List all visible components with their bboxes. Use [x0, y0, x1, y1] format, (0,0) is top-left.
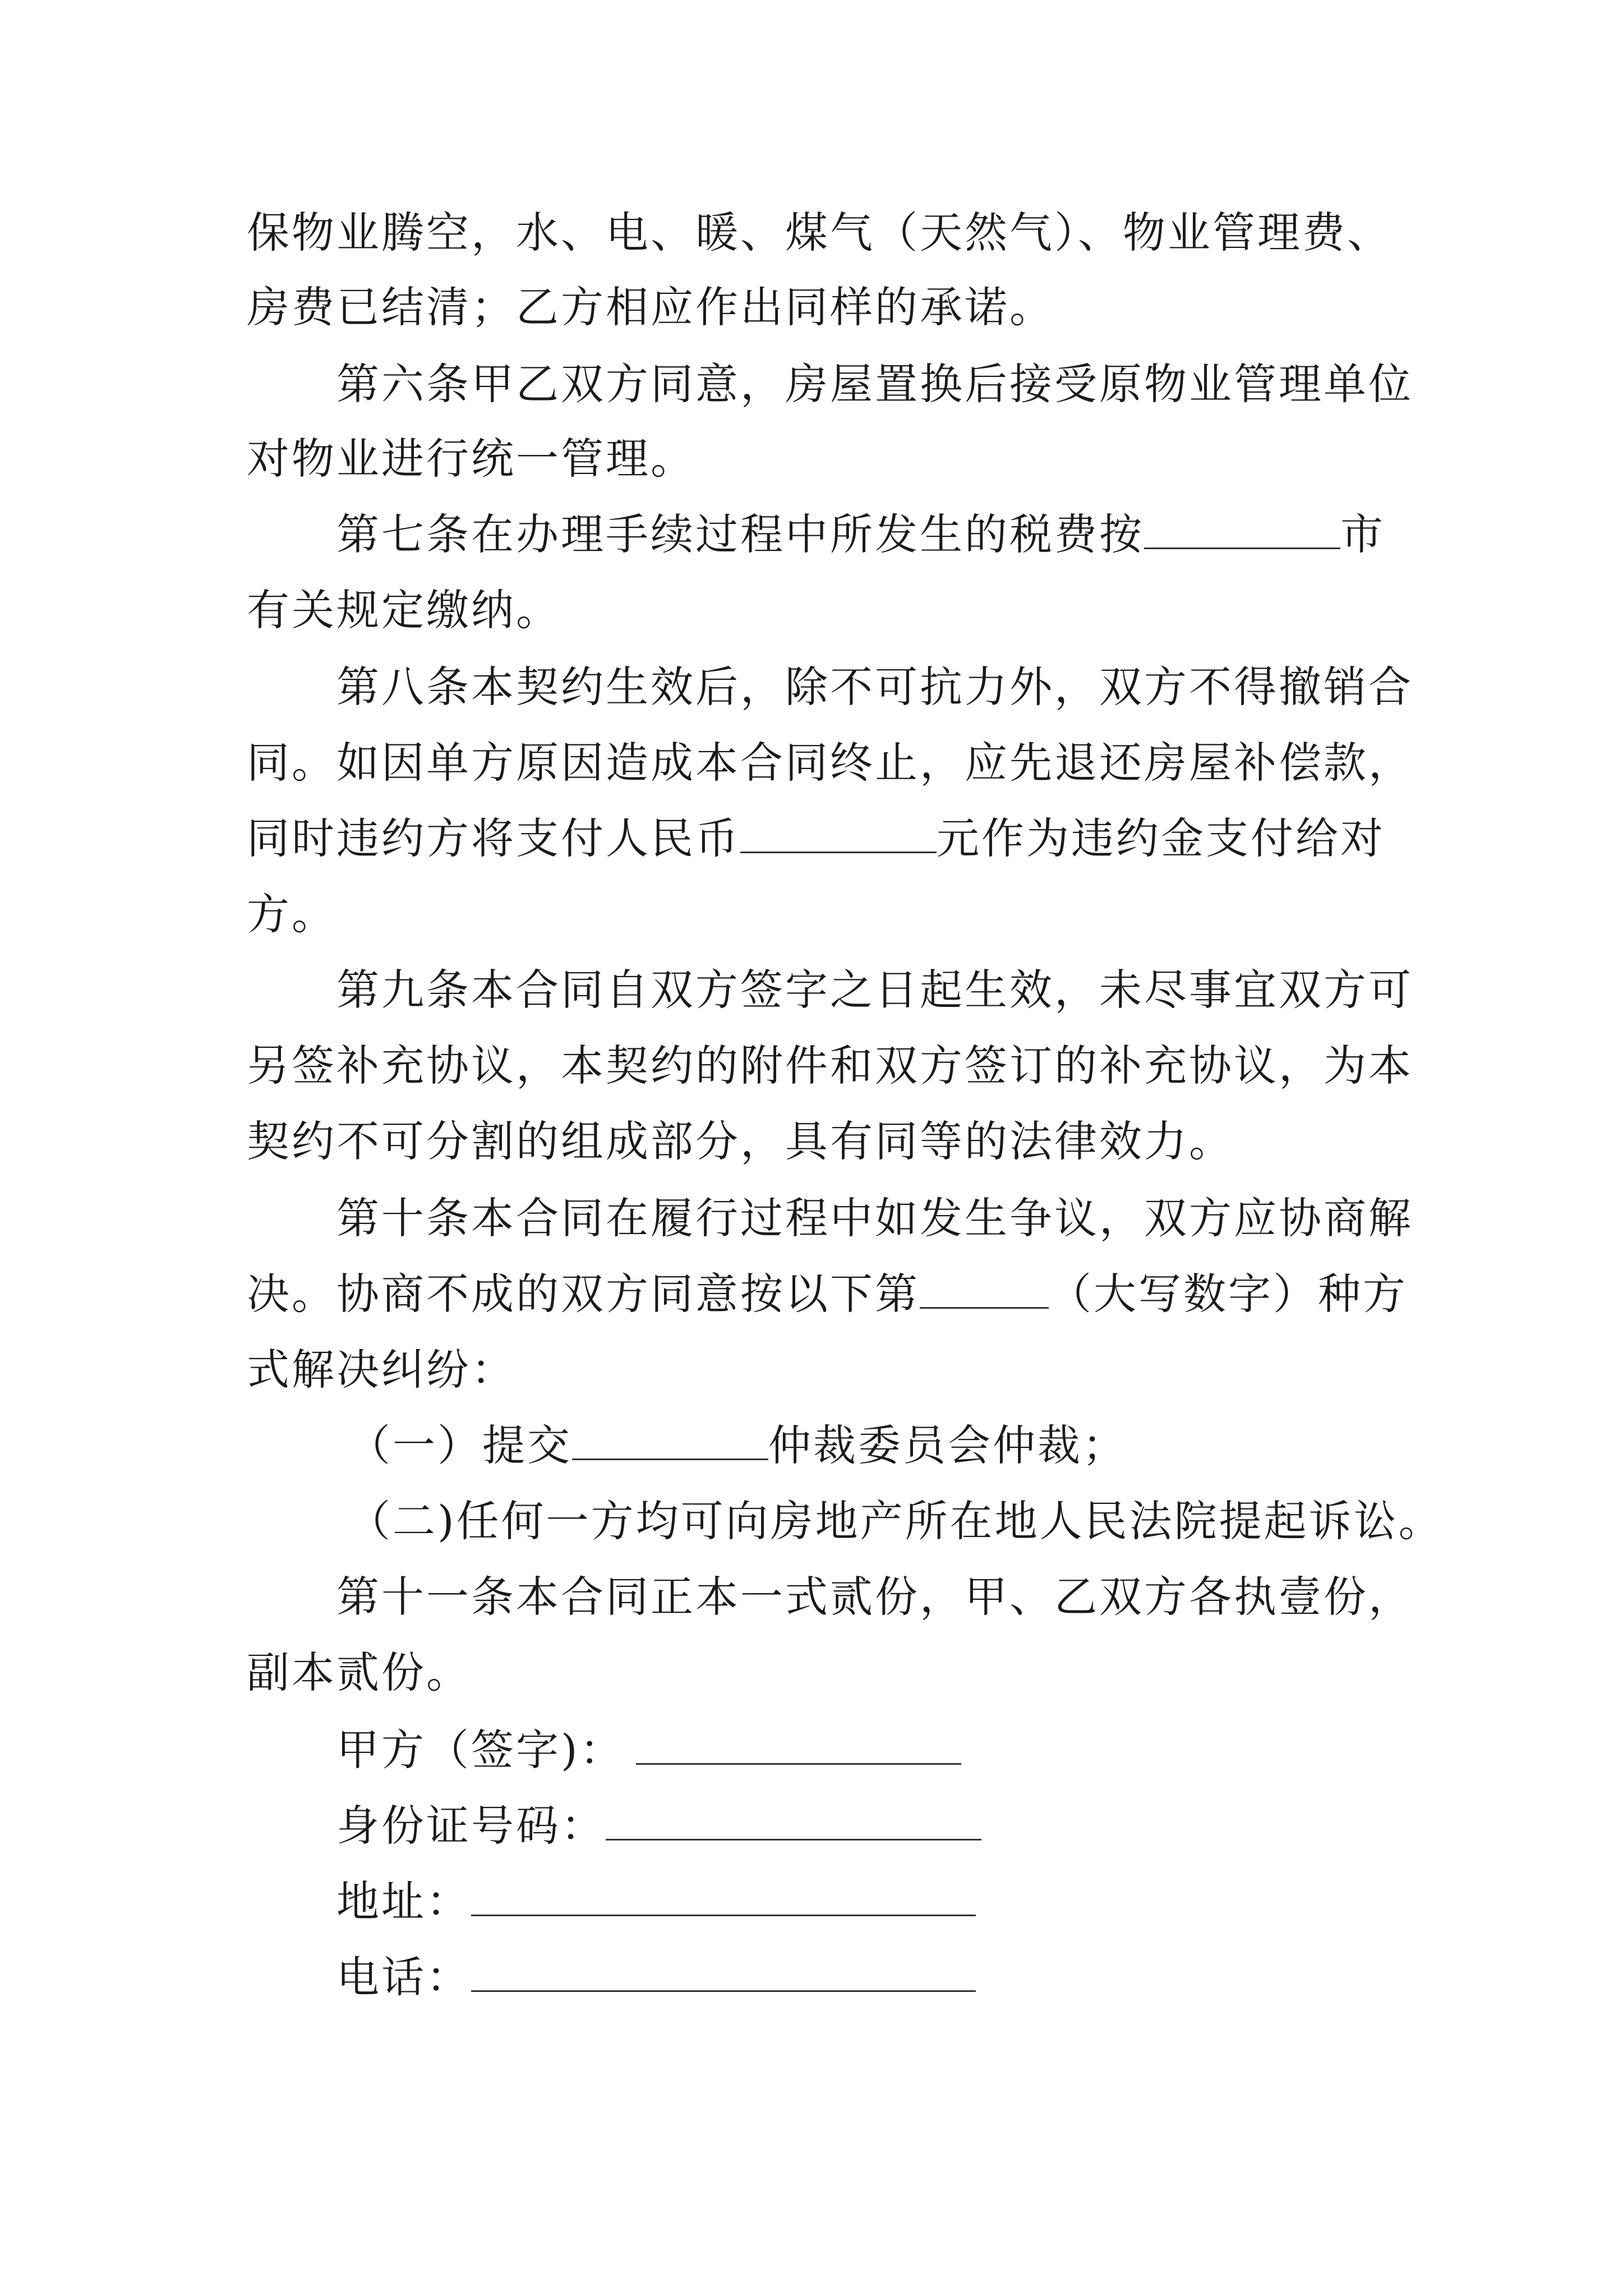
signature-phone: 电话：: [336, 1949, 976, 2005]
signature-address: 地址：: [336, 1874, 976, 1930]
text-line: 同时违约方将支付人民币 元作为违约金支付给对: [247, 813, 1385, 863]
article-10: 第十条本合同在履行过程中如发生争议，双方应协商解: [336, 1193, 1413, 1243]
article-6: 第六条甲乙双方同意，房屋置换后接受原物业管理单位: [336, 359, 1413, 409]
id-number-field[interactable]: [606, 1800, 981, 1841]
text-line: 副本贰份。: [247, 1648, 471, 1697]
text-line: 保物业腾空，水、电、暖、煤气（天然气）、物业管理费、: [247, 208, 1392, 257]
signature-id-number: 身份证号码：: [336, 1798, 981, 1854]
article-7: 第七条在办理手续过程中所发生的税费按 市: [336, 509, 1385, 559]
signature-party-a: 甲方（签字)：: [336, 1722, 961, 1778]
text-line: 有关规定缴纳。: [247, 585, 561, 635]
text-line: 同。如因单方原因造成本合同终止，应先退还房屋补偿款，: [247, 738, 1413, 788]
address-field[interactable]: [471, 1875, 976, 1916]
blank-arbitration-committee[interactable]: [572, 1419, 768, 1460]
text-line: 式解决纠纷：: [247, 1345, 516, 1395]
option-2: （二)任何一方均可向房地产所在地人民法院提起诉讼。: [348, 1496, 1444, 1546]
option-1: （一）提交 仲裁委员会仲裁；: [348, 1420, 1127, 1470]
text-line: 房费已结清；乙方相应作出同样的承诺。: [247, 282, 1054, 332]
article-11: 第十一条本合同正本一式贰份，甲、乙双方各执壹份，: [336, 1572, 1413, 1622]
text-line: 决。协商不成的双方同意按以下第 （大写数字）种方: [247, 1269, 1408, 1319]
text-line: 另签补充协议，本契约的附件和双方签订的补充协议，为本: [247, 1041, 1413, 1091]
blank-city[interactable]: [1144, 508, 1340, 549]
blank-method-number[interactable]: [920, 1268, 1049, 1309]
blank-penalty-amount[interactable]: [740, 812, 937, 853]
party-a-signature-field[interactable]: [636, 1724, 961, 1765]
article-9: 第九条本合同自双方签字之日起生效，未尽事宜双方可: [336, 965, 1413, 1015]
text-line: 契约不可分割的组成部分，具有同等的法律效力。: [247, 1116, 1234, 1166]
text-line: 方。: [247, 889, 336, 939]
article-8: 第八条本契约生效后，除不可抗力外，双方不得撤销合: [336, 662, 1413, 712]
phone-field[interactable]: [471, 1951, 976, 1992]
text-line: 对物业进行统一管理。: [247, 434, 695, 484]
